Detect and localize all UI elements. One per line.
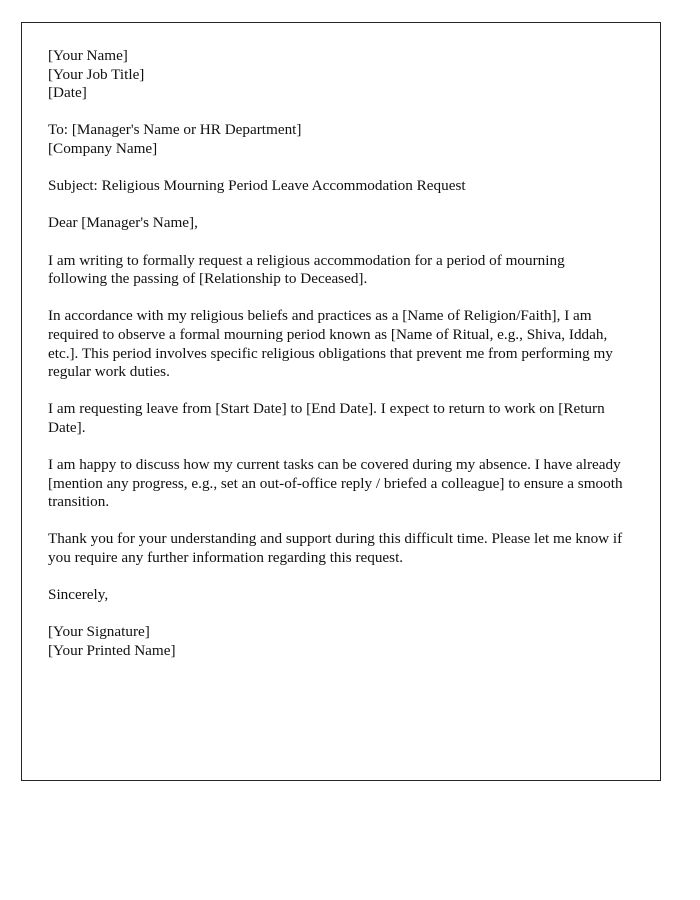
body-paragraph-4: I am happy to discuss how my current tasks can be covered during my absence. I have already [mention any progress, e.g., set an out-of-office reply / briefed a colleague] to ensure a smooth transition. [48, 456, 623, 511]
body-paragraph-1: I am writing to formally request a religious accommodation for a period of mourning following the passing of [Relationship to Deceased]. [48, 251, 565, 288]
letter-date: [Date] [48, 84, 87, 102]
printed-name-placeholder: [Your Printed Name] [48, 642, 176, 659]
recipient-name: To: [Manager's Name or HR Department] [48, 121, 302, 139]
recipient-company: [Company Name] [48, 139, 158, 157]
sender-job-title: [Your Job Title] [48, 65, 145, 83]
letter-content [48, 47, 626, 661]
letter-page [21, 22, 661, 781]
recipient-block [48, 121, 626, 158]
salutation: Dear [Manager's Name], [48, 214, 198, 232]
body-paragraph-3: I am requesting leave from [Start Date] to [End Date]. I expect to return to work on [Return Date]. [48, 400, 605, 436]
body-paragraph-5: Thank you for your understanding and support during this difficult time. Please let me know if you require any further information regarding this request. [48, 530, 623, 567]
subject-line: Subject: Religious Mourning Period Leave Accommodation Request [48, 177, 466, 195]
signature-block [48, 623, 626, 660]
sender-name: [Your Name] [48, 47, 128, 64]
signature-placeholder: [Your Signature] [48, 623, 150, 641]
sender-block [48, 47, 626, 103]
closing: Sincerely, [48, 586, 109, 604]
body-paragraph-2: In accordance with my religious beliefs and practices as a [Name of Religion/Faith], I am required to observe a formal mourning period known as [Name of Ritual, e.g., Shiva, Iddah, etc.]. This period involves specific religious obligations that prevent me from performing my regular work duties. [48, 307, 613, 381]
